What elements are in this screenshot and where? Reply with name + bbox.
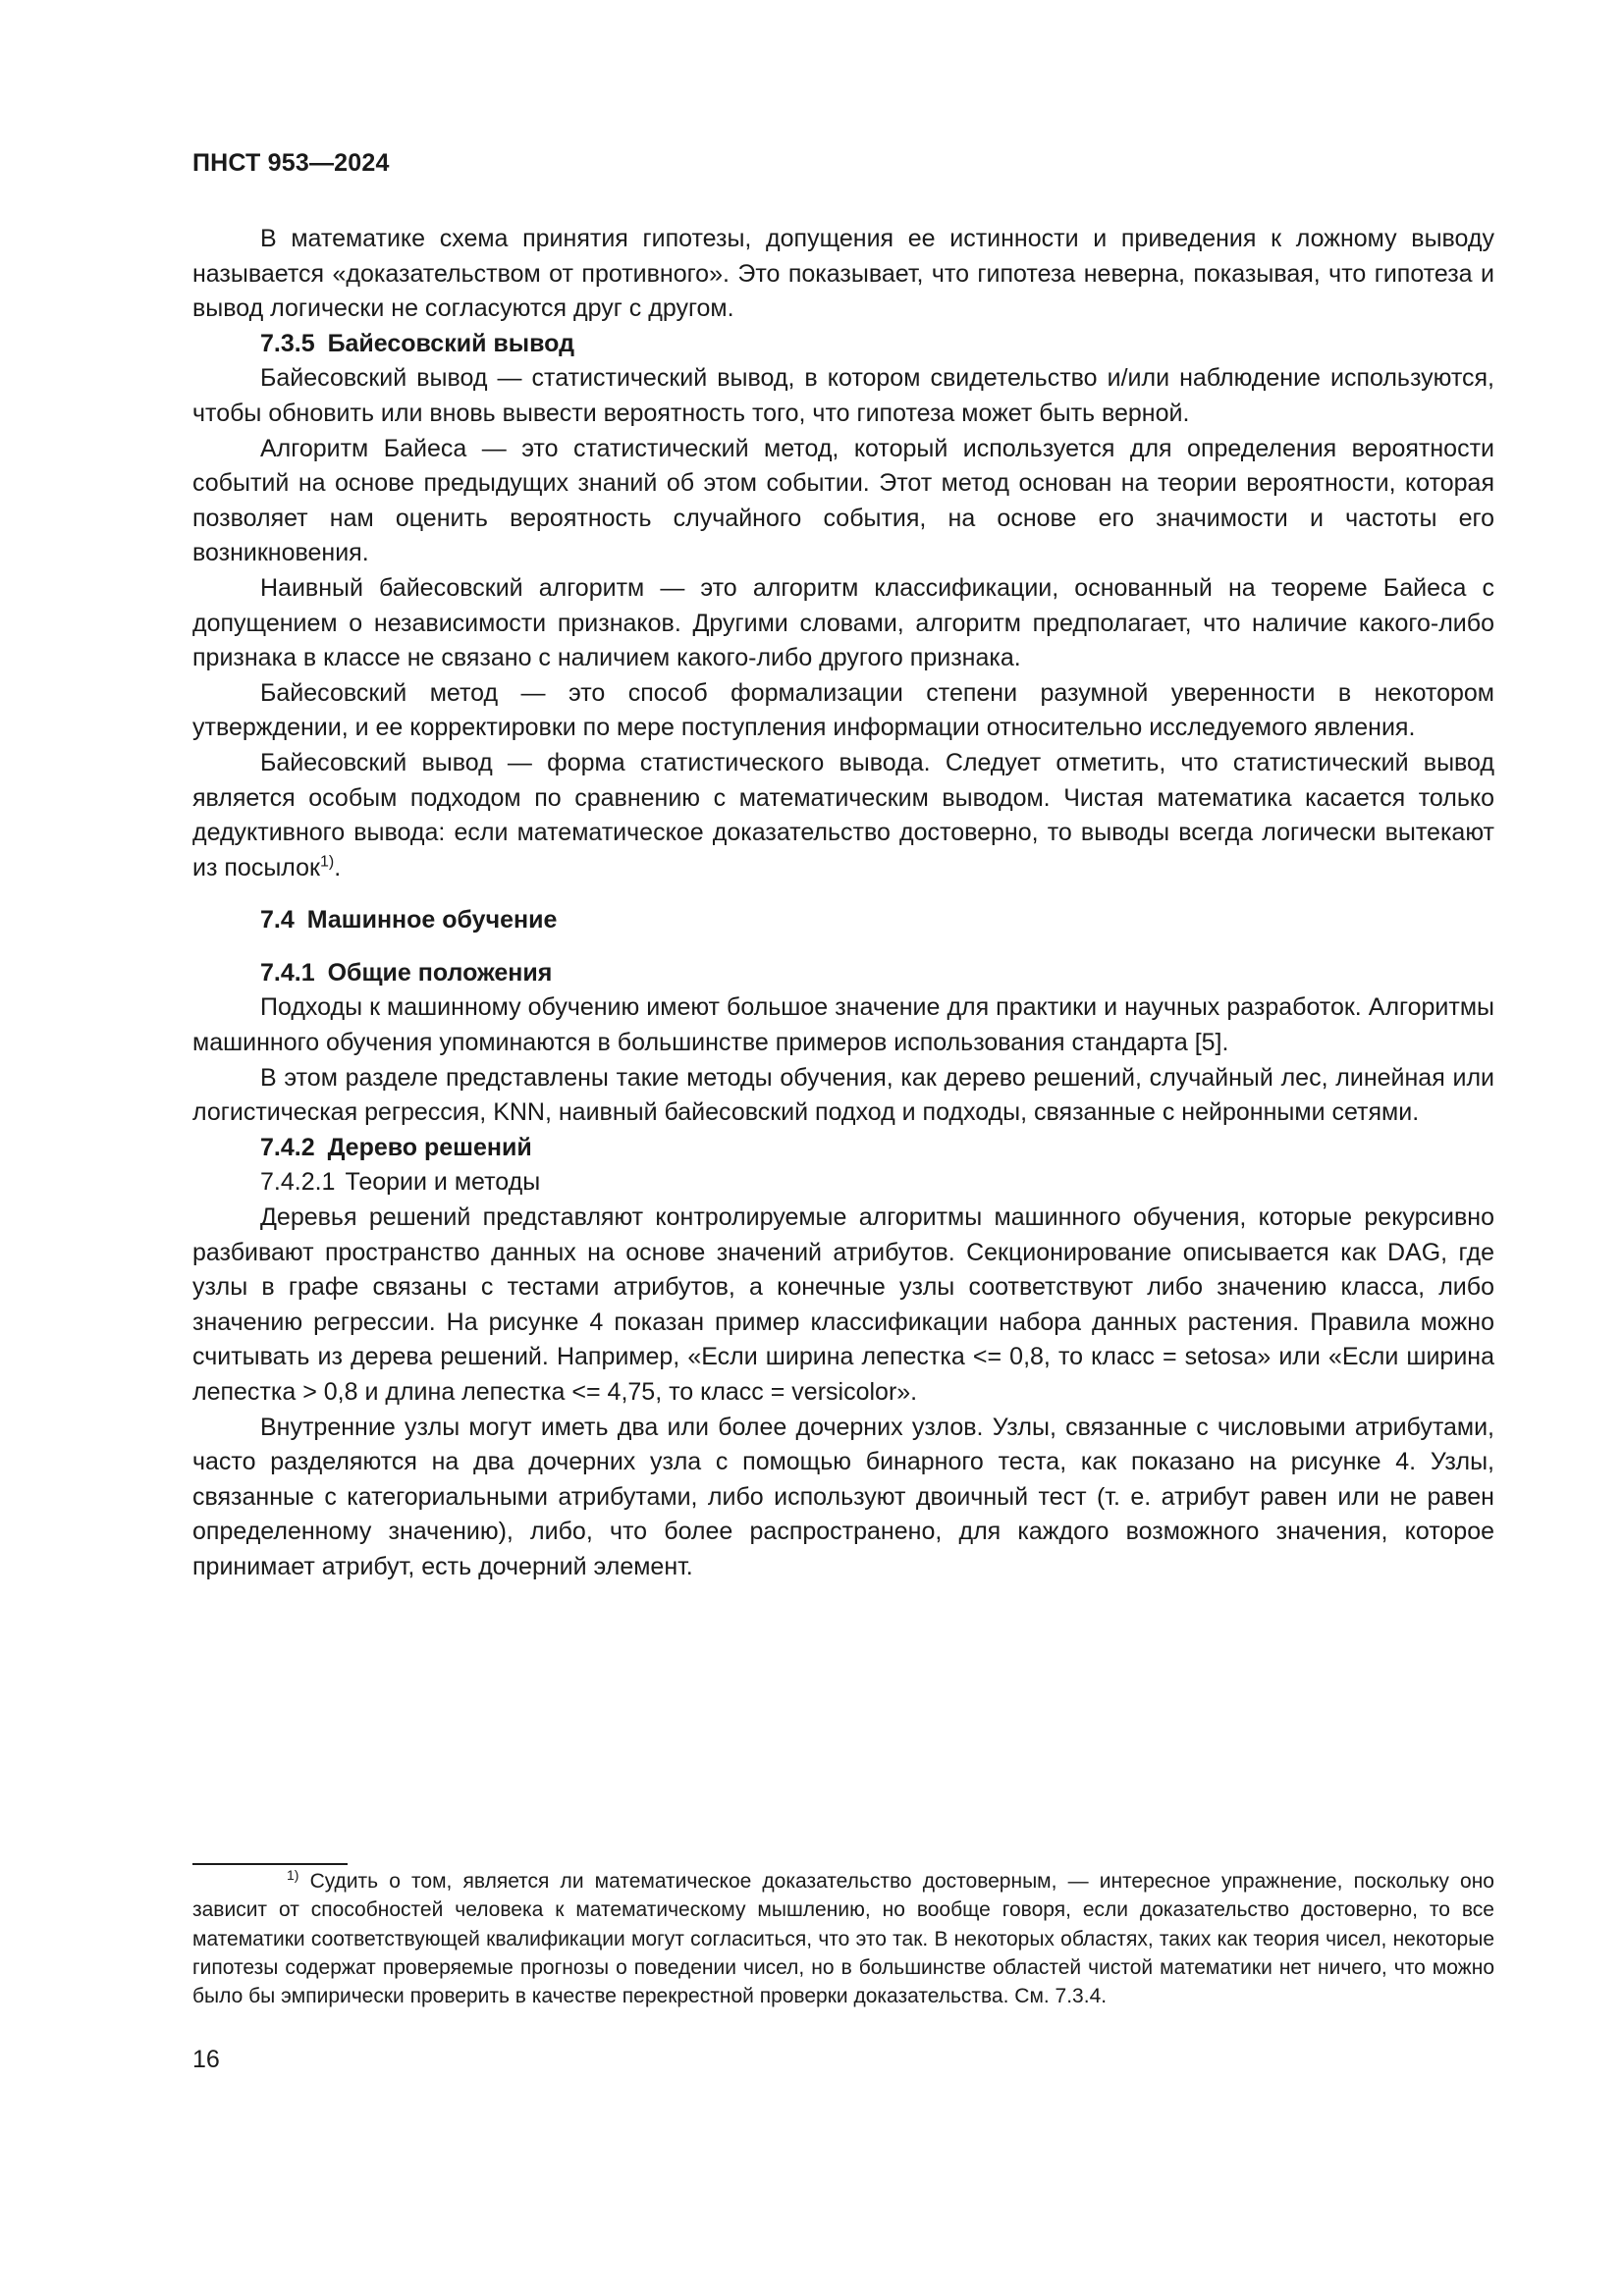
section-heading-7-4-2	[192, 1131, 1494, 1166]
section-title: Дерево решений	[327, 1133, 532, 1161]
footnote-text: Судить о том, является ли математическое доказательство достоверным, — интересное упражнение, поскольку оно зависит от способностей человека к математическому мышлению, но вообще говоря, если доказательство достоверно, то все математики соответствующей квалификации могут согласиться, что это так. В некоторых областях, таких как теория чисел, некоторые гипотезы содержат проверяемые прогнозы о поведении чисел, но в большинстве областей чистой математики нет ничего, что можно было бы эмпирически проверить в качестве перекрестной проверки доказательства. См. 7.3.4.	[192, 1870, 1494, 2008]
section-title: Общие положения	[327, 958, 553, 987]
paragraph: Внутренние узлы могут иметь два или более дочерних узлов. Узлы, связанные с числовыми атрибутами, часто разделяются на два дочерних узла с помощью бинарного теста, как показано на рисунке 4. Узлы, связанные с категориальными атрибутами, либо используют двоичный тест (т. е. атрибут равен или не равен определенному значению), либо, что более распространено, для каждого возможного значения, которое принимает атрибут, есть дочерний элемент.	[192, 1413, 1494, 1580]
paragraph: Байесовский вывод — статистический вывод, в котором свидетельство и/или наблюдение используются, чтобы обновить или вновь вывести вероятность того, что гипотеза может быть верной.	[192, 364, 1494, 427]
section-heading-7-4-1	[192, 956, 1494, 991]
section-heading-7-4	[192, 903, 1494, 938]
subsection-number: 7.4.2.1	[260, 1168, 336, 1197]
page-number: 16	[192, 2046, 220, 2073]
section-number: 7.4.1	[260, 958, 315, 987]
footnote-reference[interactable]: 1)	[320, 853, 335, 871]
section-number: 7.4.2	[260, 1133, 315, 1161]
paragraph: В математике схема принятия гипотезы, допущения ее истинности и приведения к ложному выводу называется «доказательством от противного». Это показывает, что гипотеза неверна, показывая, что гипотеза и вывод логически не согласуются друг с другом.	[192, 225, 1494, 323]
subsection-heading-7-4-2-1	[192, 1165, 1494, 1201]
paragraph: Алгоритм Байеса — это статистический метод, который используется для определения вероятности событий на основе предыдущих знаний об этом событии. Этот метод основан на теории вероятности, которая позволяет нам оценить вероятность случайного события, на основе его значимости и частоты его возникновения.	[192, 434, 1494, 567]
footnote-paragraph	[192, 1867, 1494, 2010]
paragraph: Деревья решений представляют контролируемые алгоритмы машинного обучения, которые рекурсивно разбивают пространство данных на основе значений атрибутов. Секционирование описывается как DAG, где узлы в графе связаны с тестами атрибутов, а конечные узлы соответствуют либо значению класса, либо значению регрессии. На рисунке 4 показан пример классификации набора данных растения. Правила можно считывать из дерева решений. Например, «Если ширина лепестка <= 0,8, то класс = setosa» или «Если ширина лепестка > 0,8 и длина лепестка <= 4,75, то класс = versicolor».	[192, 1203, 1494, 1406]
footnote-divider	[192, 1863, 348, 1865]
section-number: 7.4	[260, 906, 295, 934]
section-number: 7.3.5	[260, 329, 315, 357]
section-heading-7-3-5	[192, 327, 1494, 362]
paragraph: Наивный байесовский алгоритм — это алгоритм классификации, основанный на теореме Байеса с допущением о независимости признаков. Другими словами, алгоритм предполагает, что наличие какого-либо признака в классе не связано с наличием какого-либо другого признака.	[192, 573, 1494, 672]
paragraph: Подходы к машинному обучению имеют большое значение для практики и научных разработок. Алгоритмы машинного обучения упоминаются в большинстве примеров использования стандарта [5].	[192, 993, 1494, 1057]
document-header: ПНСТ 953—2024	[192, 149, 390, 177]
section-title: Байесовский вывод	[327, 329, 574, 357]
paragraph-end: .	[334, 853, 342, 881]
paragraph: Байесовский метод — это способ формализации степени разумной уверенности в некотором утверждении, и ее корректировки по мере поступления информации относительно исследуемого явления.	[192, 678, 1494, 742]
subsection-title: Теории и методы	[345, 1168, 541, 1197]
section-title: Машинное обучение	[306, 906, 558, 934]
footnote	[192, 1867, 1494, 2010]
paragraph: В этом разделе представлены такие методы обучения, как дерево решений, случайный лес, линейная или логистическая регрессия, KNN, наивный байесовский подход и подходы, связанные с нейронными сетями.	[192, 1063, 1494, 1127]
main-content	[192, 222, 1494, 1585]
paragraph-text: Байесовский вывод — форма статистического вывода. Следует отметить, что статистический вывод является особым подходом по сравнению с математическим выводом. Чистая математика касается только дедуктивного вывода: если математическое доказательство достоверно, то выводы всегда логически вытекают из посылок	[192, 748, 1494, 881]
paragraph-with-footnote-ref	[192, 746, 1494, 885]
footnote-marker: 1)	[287, 1867, 299, 1883]
